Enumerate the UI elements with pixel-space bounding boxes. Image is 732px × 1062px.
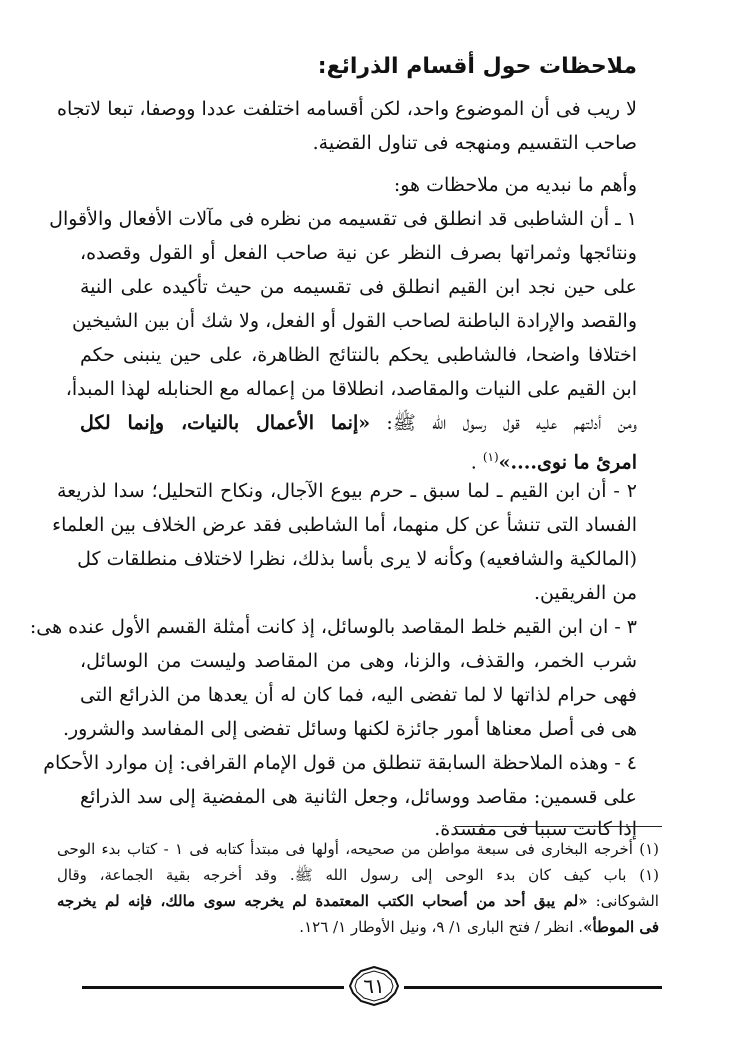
item-4-line-1: ٤ - وهذه الملاحظة السابقة تنطلق من قول الإمام القرافى: إن موارد الأحكام	[43, 752, 637, 774]
intro-line-2: صاحب التقسيم ومنهجه فى تناول القضية.	[312, 132, 637, 154]
footnote-source-name: الشوكانى:	[587, 892, 659, 910]
sentence-end: .	[470, 451, 483, 474]
footer-rule-left	[82, 986, 344, 989]
item-2-line-3: (المالكية والشافعيه) وكأنه لا يرى بأسا بذلك، نظرا لاختلاف منطلقات كل	[77, 548, 637, 570]
footer-rule-right	[404, 986, 662, 989]
item-1-line-1: ١ ـ أن الشاطبى قد انطلق فى تقسيمه من نظره فى مآلات الأفعال والأقوال	[49, 208, 637, 230]
hadith-quote-start: «إنما الأعمال بالنيات، وإنما لكل	[80, 412, 371, 434]
item-4-line-3: إذا كانت سببا فى مفسدة.	[434, 818, 637, 840]
item-1-line-4: والقصد والإرادة الباطنة لصاحب القول أو الفعل، ولا شك أن بين الشيخين	[72, 310, 637, 332]
item-2-line-1: ٢ - أن ابن القيم ـ لما سبق ـ حرم بيوع الآجال، ونكاح التحليل؛ سدا لذريعة	[57, 480, 637, 502]
lead-line: وأهم ما نبديه من ملاحظات هو:	[393, 174, 637, 196]
item-2-line-2: الفساد التى تنشأ عن كل منهما، أما الشاطبى فقد عرض الخلاف بين العلماء	[52, 514, 637, 536]
footnote-quote-start: «لم يبق أحد من أصحاب الكتب المعتمدة لم يخرجه سوى مالك، فإنه لم يخرجه	[57, 892, 588, 910]
footnote-line-2: (١) باب كيف كان بدء الوحى إلى رسول الله ﷺ. وقد أخرجه بقية الجماعة، وقال	[57, 866, 659, 884]
item-1-line-6: ابن القيم على النيات والمقاصد، انطلاقا من إعماله مع الحنابله لهذا المبدأ،	[65, 378, 637, 400]
item-3-line-1: ٣ - ان ابن القيم خلط المقاصد بالوسائل، إذ كانت أمثلة القسم الأول عنده هى:	[29, 616, 637, 638]
item-3-line-4: هى فى أصل معناها أمور جائزة لكنها وسائل تفضى إلى المفاسد والشرور.	[62, 718, 637, 740]
footnote-line-4	[299, 914, 659, 940]
footnote-ref: (١)	[482, 450, 499, 464]
intro-line-1: لا ريب فى أن الموضوع واحد، لكن أقسامه اختلفت عددا ووصفا، تبعا لاتجاه	[57, 98, 637, 120]
item-1-line-7	[80, 408, 637, 438]
item-2-line-4: من الفريقين.	[534, 582, 637, 604]
footnote-references: . انظر / فتح البارى ١/ ٩، ونيل الأوطار ١/ ١٢٦.	[299, 918, 584, 936]
footnote-line-3	[57, 888, 659, 914]
item-1-line-8	[471, 442, 637, 477]
hadith-quote-end: امرئ ما نوى....»	[498, 451, 637, 474]
page-number: ٦١	[363, 974, 385, 998]
item-4-line-2: على قسمين: مقاصد ووسائل، وجعل الثانية هى المفضية إلى سد الذرائع	[80, 786, 637, 808]
item-1-line-5: اختلافا واضحا، فالشاطبى يحكم بالنتائج الظاهرة، على حين ينبنى حكم	[80, 344, 637, 366]
hadith-intro-text: ومن أدلتهم عليه قول رسول الله ﷺ:	[370, 412, 637, 434]
footnote-separator	[455, 826, 662, 827]
item-3-line-2: شرب الخمر، والقذف، والزنا، وهى من المقاصد وليست من الوسائل،	[80, 650, 637, 672]
item-1-line-3: على حين نجد ابن القيم انطلق فى تقسيمه من حيث تأكيده على النية	[80, 276, 637, 298]
footnote-quote-end: فى الموطأ»	[583, 918, 659, 936]
footnote-line-1: (١) أخرجه البخارى فى سبعة مواطن من صحيحه، أولها فى مبتدأ كتابه فى ١ - كتاب بدء الوحى	[57, 840, 659, 858]
item-1-line-2: ونتائجها وثمراتها بصرف النظر عن نية صاحب الفعل أو القول وقصده،	[80, 242, 637, 264]
section-heading: ملاحظات حول أقسام الذرائع:	[317, 54, 637, 79]
item-3-line-3: فهى حرام لذاتها لا لما تفضى اليه، فما كان له أن يعدها من الذرائع التى	[80, 684, 637, 706]
